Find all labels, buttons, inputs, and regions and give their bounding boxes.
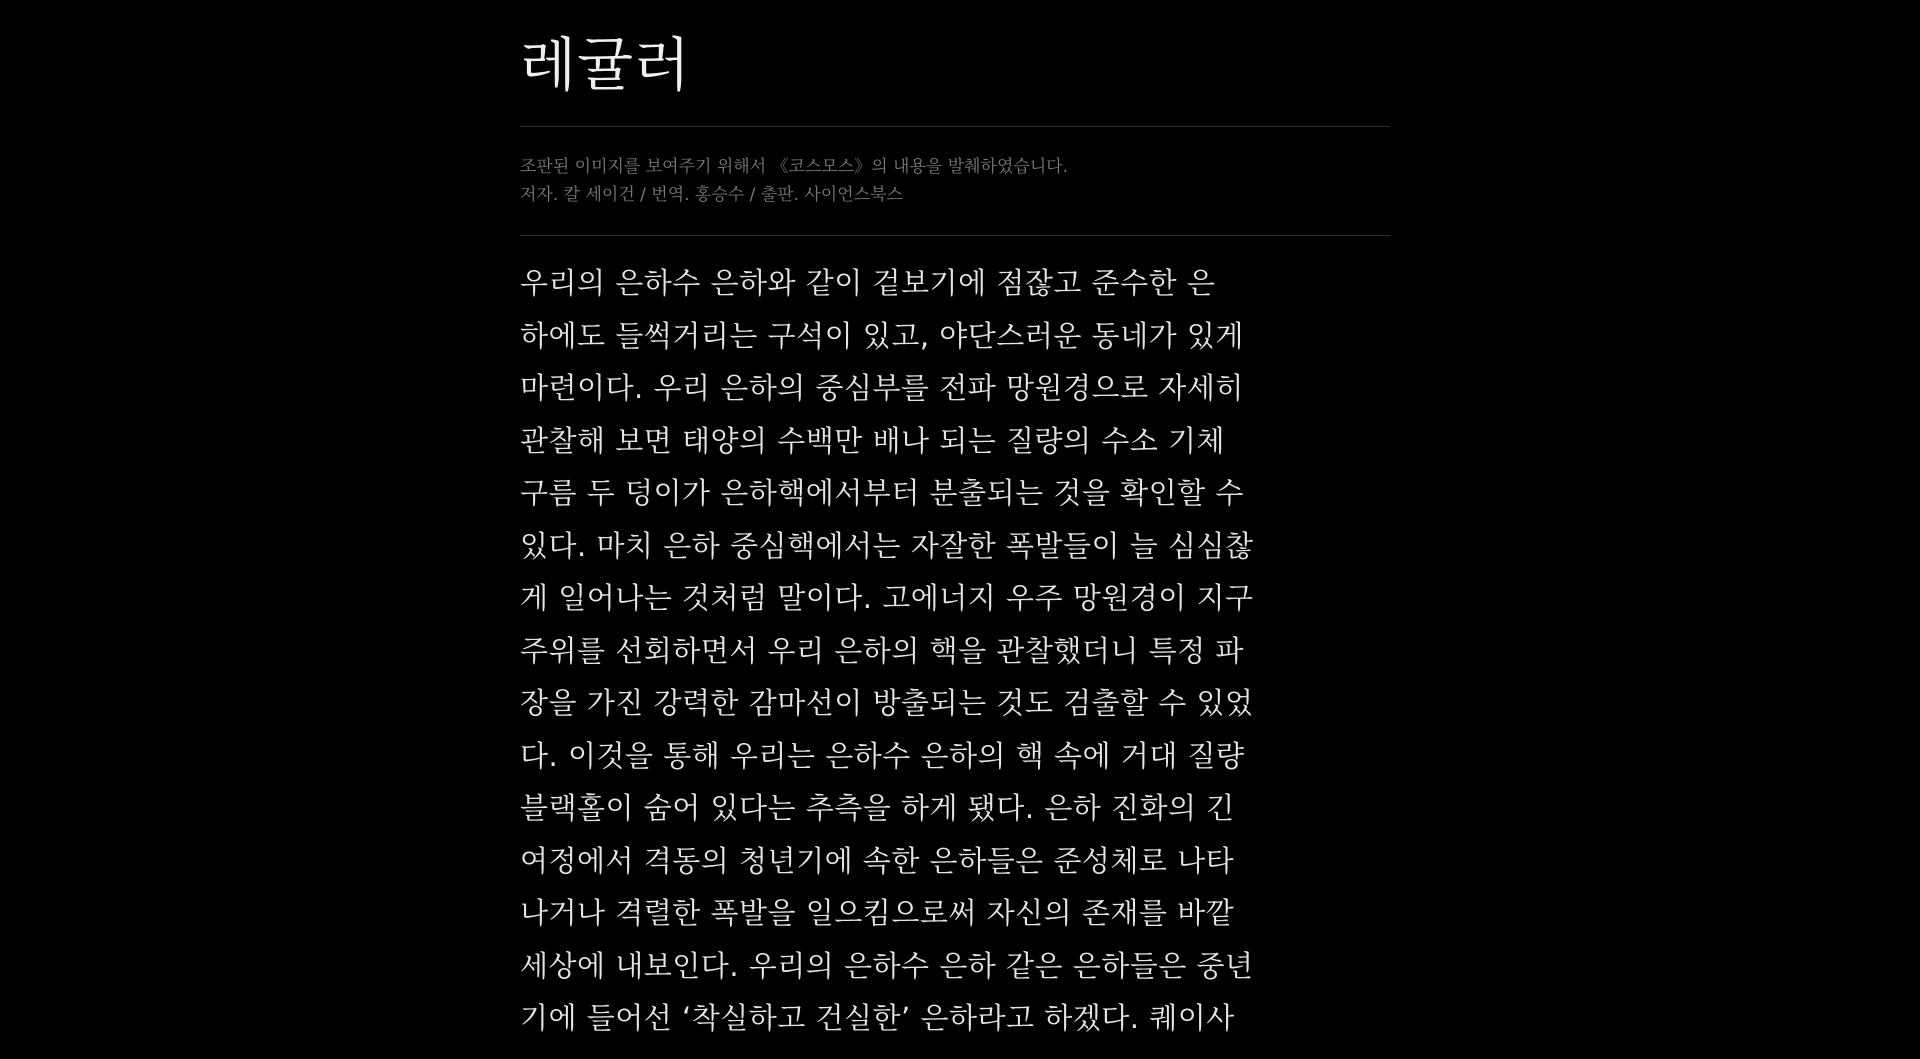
body-line: 게 일어나는 것처럼 말이다. 고에너지 우주 망원경이 지구 (520, 581, 1254, 615)
body-line: 우리의 은하수 은하와 같이 겉보기에 점잖고 준수한 은 (520, 266, 1216, 300)
body-line: 구름 두 덩이가 은하핵에서부터 분출되는 것을 확인할 수 (520, 476, 1244, 510)
body-line: 나거나 격렬한 폭발을 일으킴으로써 자신의 존재를 바깥 (520, 896, 1235, 930)
credits: 저자. 칼 세이건 / 번역. 홍승수 / 출판. 사이언스북스 (520, 185, 903, 205)
body-line: 있다. 마치 은하 중심핵에서는 자잘한 폭발들이 늘 심심찮 (520, 528, 1254, 563)
content-column (520, 0, 1390, 1045)
body-line: 주위를 선회하면서 우리 은하의 핵을 관찰했더니 특정 파 (520, 633, 1244, 668)
body-paragraph (520, 236, 1390, 1045)
excerpt-note: 조판된 이미지를 보여주기 위해서 《코스모스》의 내용을 발췌하였습니다. (520, 157, 1069, 177)
body-line: 여정에서 격동의 청년기에 속한 은하들은 준성체로 나타 (520, 843, 1235, 878)
page-title: 레귤러 (520, 31, 692, 99)
body-line: 블랙홀이 숨어 있다는 추측을 하게 됐다. 은하 진화의 긴 (520, 791, 1235, 825)
body-line: 하에도 들썩거리는 구석이 있고, 야단스러운 동네가 있게 (520, 318, 1244, 353)
body-line: 기에 들어선 ‘착실하고 건실한’ 은하라고 하겠다. 퀘이사 (520, 1001, 1235, 1035)
body-line: 장을 가진 강력한 감마선이 방출되는 것도 검출할 수 있었 (520, 686, 1254, 720)
body-line: 다. 이것을 통해 우리는 은하수 은하의 핵 속에 거대 질량 (520, 738, 1245, 773)
body-line: 마련이다. 우리 은하의 중심부를 전파 망원경으로 자세히 (520, 371, 1244, 405)
source-info (520, 127, 1390, 235)
body-line: 관찰해 보면 태양의 수백만 배나 되는 질량의 수소 기체 (520, 423, 1226, 458)
body-line: 세상에 내보인다. 우리의 은하수 은하 같은 은하들은 중년 (520, 948, 1254, 983)
